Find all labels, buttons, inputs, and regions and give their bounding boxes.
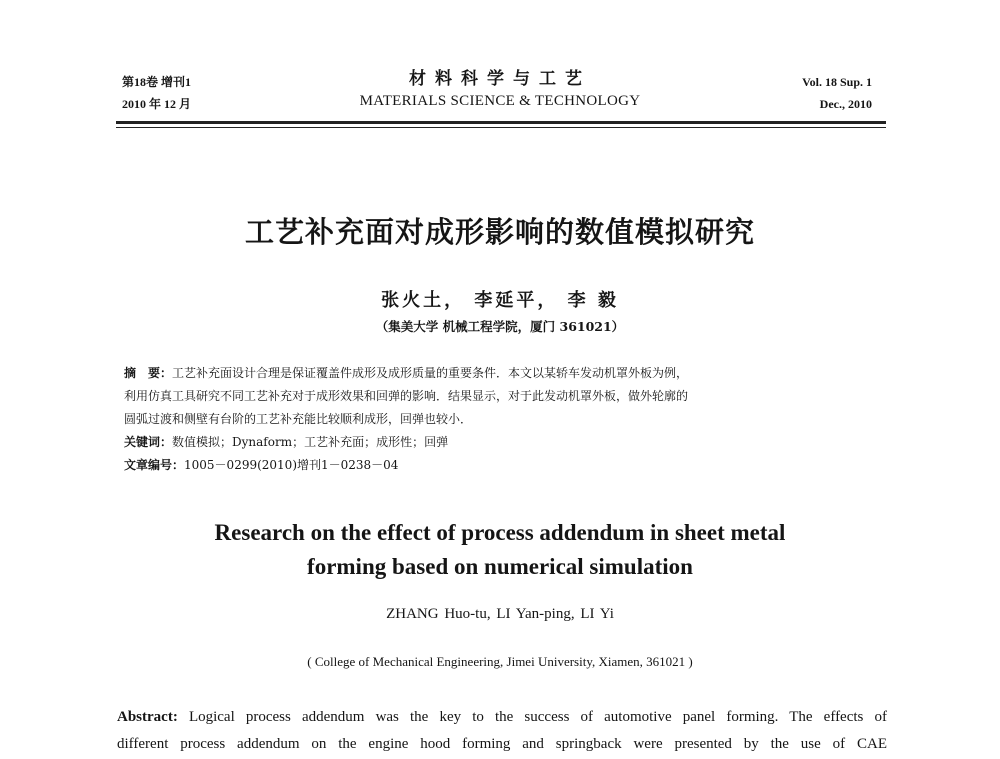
header-rule-thin xyxy=(116,127,886,128)
journal-name-cn: 材料科学与工艺 xyxy=(409,69,591,89)
keywords-cn xyxy=(124,431,864,454)
article-number-text: 1005－0299(2010)增刊1－0238－04 xyxy=(184,458,399,472)
paper-title-cn: 工艺补充面对成形影响的数值模拟研究 xyxy=(244,215,755,249)
abstract-cn-line-3: 圆弧过渡和侧壁有台阶的工艺补充能比较顺利成形，回弹也较小． xyxy=(124,412,473,426)
header-date-line: 2010 年 12 月 xyxy=(122,97,192,111)
abstract-cn-block xyxy=(124,362,864,477)
header-volume-cn xyxy=(122,71,191,115)
abstract-en-line-1 xyxy=(117,704,887,731)
header-dec-line: Dec., 2010 xyxy=(819,97,872,111)
article-number xyxy=(124,454,864,477)
abstract-cn-label: 摘 要： xyxy=(124,366,173,380)
article-number-label: 文章编号： xyxy=(124,458,185,472)
header-volume-line: 第18卷 增刊1 xyxy=(122,75,192,89)
keywords-cn-label: 关键词： xyxy=(124,435,173,449)
abstract-cn-line-1 xyxy=(124,362,864,385)
affiliation-en: ( College of Mechanical Engineering, Jimei University, Xiamen, 361021 ) xyxy=(307,654,693,669)
abstract-cn-line-2: 利用仿真工具研究不同工艺补充对于成形效果和回弹的影响．结果显示，对于此发动机罩外板，做外轮廓的 xyxy=(124,389,689,403)
paper-title-en-line-2: forming based on numerical simulation xyxy=(307,554,693,579)
keywords-cn-text: 数值模拟；Dynaform；工艺补充面；成形性；回弹 xyxy=(172,435,449,449)
paper-title-en-line-1: Research on the effect of process addendum in sheet metal xyxy=(214,520,786,545)
abstract-cn-text-1: 工艺补充面设计合理是保证覆盖件成形及成形质量的重要条件．本文以某轿车发动机罩外板为例， xyxy=(172,366,689,380)
paper-title-en xyxy=(0,516,1000,584)
abstract-en-text-1: Logical process addendum was the key to the success of automotive panel forming. The effects of xyxy=(177,709,887,725)
abstract-en xyxy=(117,704,887,758)
affiliation-cn: （集美大学 机械工程学院，厦门 361021） xyxy=(375,319,625,334)
header-rule-thick xyxy=(116,121,886,124)
authors-cn: 张火土， 李延平， 李 毅 xyxy=(381,290,619,311)
authors-en: ZHANG Huo-tu, LI Yan-ping, LI Yi xyxy=(386,606,614,622)
journal-name xyxy=(300,68,700,112)
header-volume-en xyxy=(780,71,872,115)
abstract-en-label: Abstract: xyxy=(117,709,178,725)
abstract-en-line-2: different process addendum on the engine hood forming and springback were presented by the use of CAE xyxy=(117,736,887,752)
header-vol-line: Vol. 18 Sup. 1 xyxy=(802,75,872,89)
journal-name-en: MATERIALS SCIENCE & TECHNOLOGY xyxy=(359,93,641,109)
